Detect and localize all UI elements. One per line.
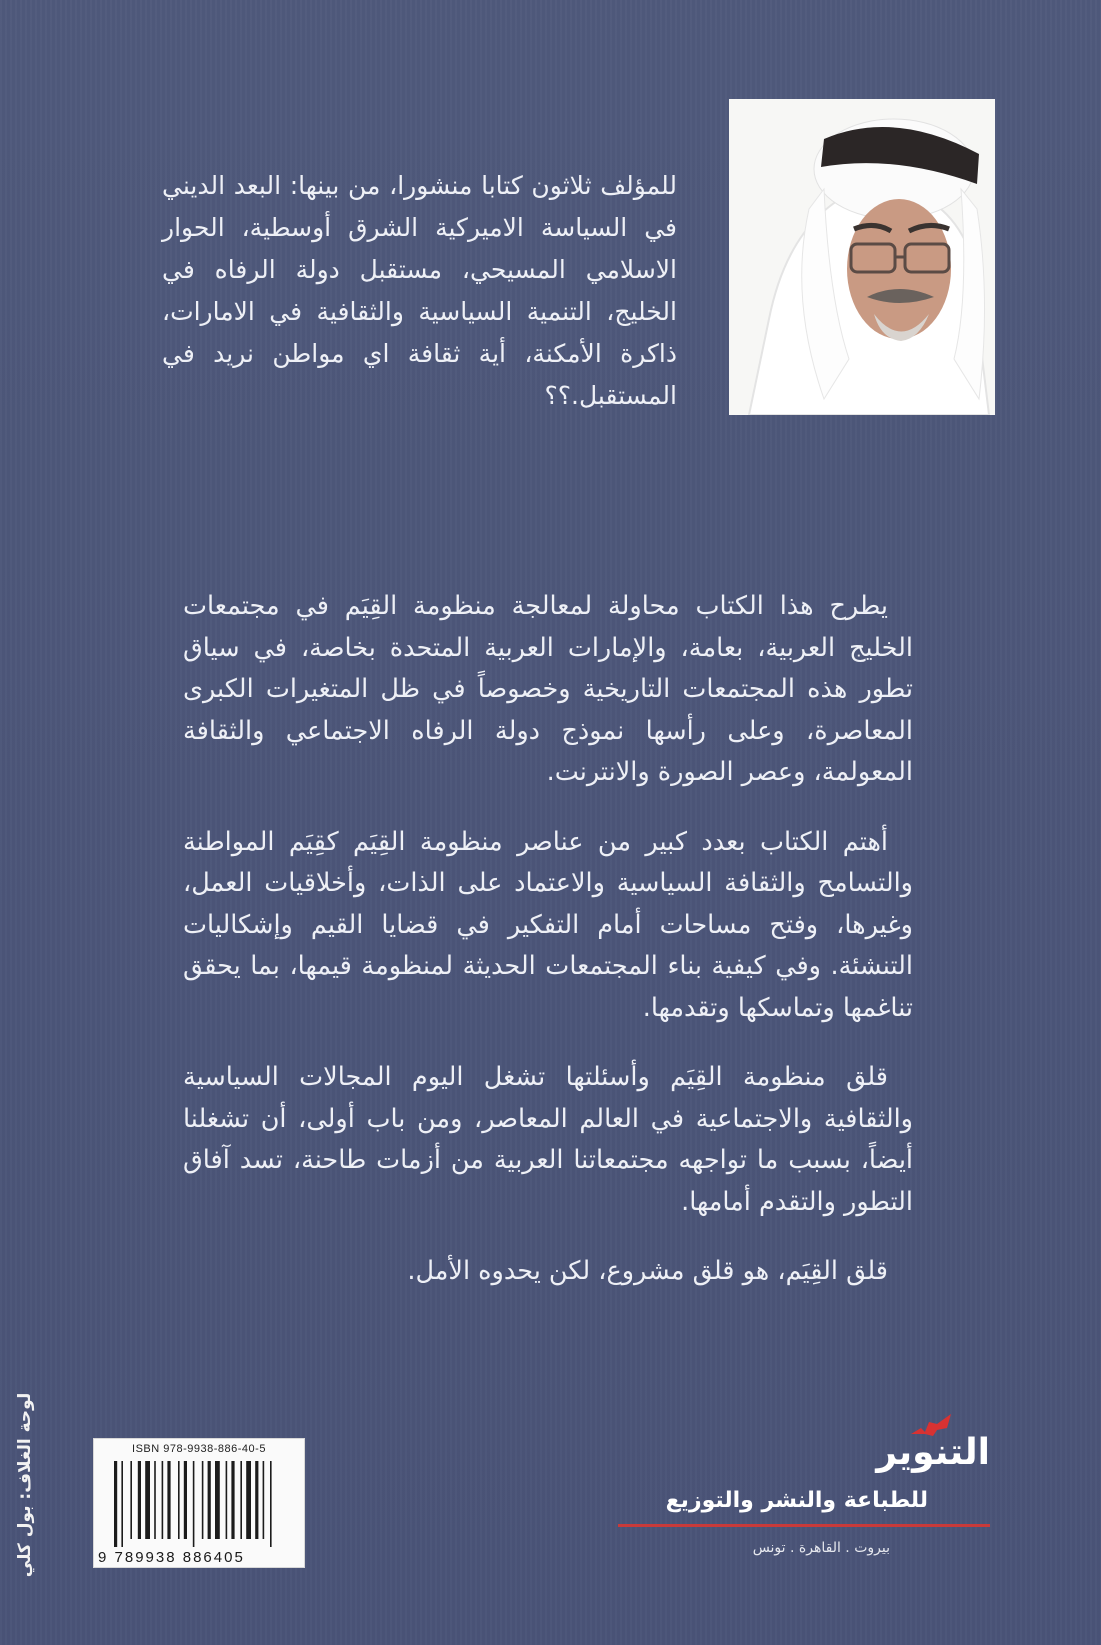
author-photo bbox=[729, 99, 995, 415]
barcode-bar bbox=[162, 1461, 164, 1539]
barcode-bar bbox=[226, 1461, 228, 1539]
barcode-bar bbox=[154, 1461, 156, 1539]
barcode-bar bbox=[184, 1461, 187, 1539]
barcode-bar bbox=[263, 1461, 265, 1539]
isbn-label: ISBN 978-9938-886-40-5 bbox=[132, 1443, 266, 1455]
blurb-paragraph: قلق منظومة القِيَم وأسئلتها تشغل اليوم المجالات السياسية والثقافية والاجتماعية في العالم المعاصر، ومن باب أولى، أن تشغلنا أيضاً، بسبب ما تواجهه مجتمعاتنا العربية من أزمات طاحنة، تسد آفاق التطور والتقدم أمامها. bbox=[183, 1062, 913, 1217]
publisher-name: للطباعة والنشر والتوزيع bbox=[665, 1488, 928, 1513]
author-bio: للمؤلف ثلاثون كتابا منشورا، من بينها: البعد الديني في السياسة الاميركية الشرق أوسطية، الحوار الاسلامي المسيحي، مستقبل دولة الرفاه في الخليج، التنمية السياسية والثقافية في الامارات، ذاكرة الأمكنة، أية ثقافة اي مواطن نريد في المستقبل.؟؟ bbox=[162, 171, 677, 410]
barcode-bar bbox=[114, 1461, 117, 1547]
barcode-bar bbox=[138, 1461, 141, 1539]
blurb-paragraph: قلق القِيَم، هو قلق مشروع، لكن يحدوه الأمل. bbox=[407, 1256, 888, 1286]
book-blurb bbox=[183, 586, 913, 1321]
barcode-bar bbox=[240, 1461, 242, 1539]
barcode-bar bbox=[167, 1461, 170, 1539]
publisher-block bbox=[610, 1430, 990, 1580]
barcode-bar bbox=[215, 1461, 220, 1539]
barcode-bar bbox=[178, 1461, 180, 1539]
barcode-digits: 9 789938 886405 bbox=[98, 1549, 245, 1566]
isbn-barcode bbox=[93, 1438, 305, 1568]
barcode-bar bbox=[121, 1461, 123, 1547]
barcode-bar bbox=[145, 1461, 150, 1539]
publisher-divider bbox=[618, 1524, 990, 1527]
author-portrait-image bbox=[729, 99, 995, 415]
barcode-bar bbox=[231, 1461, 234, 1539]
barcode-bar bbox=[208, 1461, 211, 1539]
barcode-bar bbox=[202, 1461, 204, 1539]
barcode-bar bbox=[130, 1461, 132, 1539]
blurb-paragraph: أهتم الكتاب بعدد كبير من عناصر منظومة القِيَم كقِيَم المواطنة والتسامح والثقافة السياسية والاعتماد على الذات، وأخلاقيات العمل، وغيرها، وفتح مساحات أمام التفكير في قضايا القيم وإشكاليات التنشئة. وفي كيفية بناء المجتمعات الحديثة لمنظومة قيمها، بما يحقق تناغمها وتماسكها وتقدمها. bbox=[183, 826, 913, 1023]
barcode-bar bbox=[255, 1461, 258, 1539]
publisher-cities: بيروت . القاهرة . تونس bbox=[752, 1540, 890, 1556]
blurb-paragraph: يطرح هذا الكتاب محاولة لمعالجة منظومة القِيَم في مجتمعات الخليج العربية، بعامة، والإمارات العربية المتحدة بخاصة، في سياق تطور هذه المجتمعات التاريخية وخصوصاً في ظل المتغيرات الكبرى المعاصرة، وعلى رأسها نموذج دولة الرفاه الاجتماعي والثقافة المعولمة، وعصر الصورة والانترنت. bbox=[183, 591, 913, 787]
publisher-logo: التنوير bbox=[876, 1432, 990, 1473]
barcode-bar bbox=[246, 1461, 251, 1539]
barcode-bar bbox=[270, 1461, 272, 1547]
barcode-bars bbox=[114, 1461, 294, 1547]
cover-art-credit: لوحة الغلاف: بول كلي bbox=[15, 1392, 35, 1578]
barcode-bar bbox=[193, 1461, 195, 1547]
